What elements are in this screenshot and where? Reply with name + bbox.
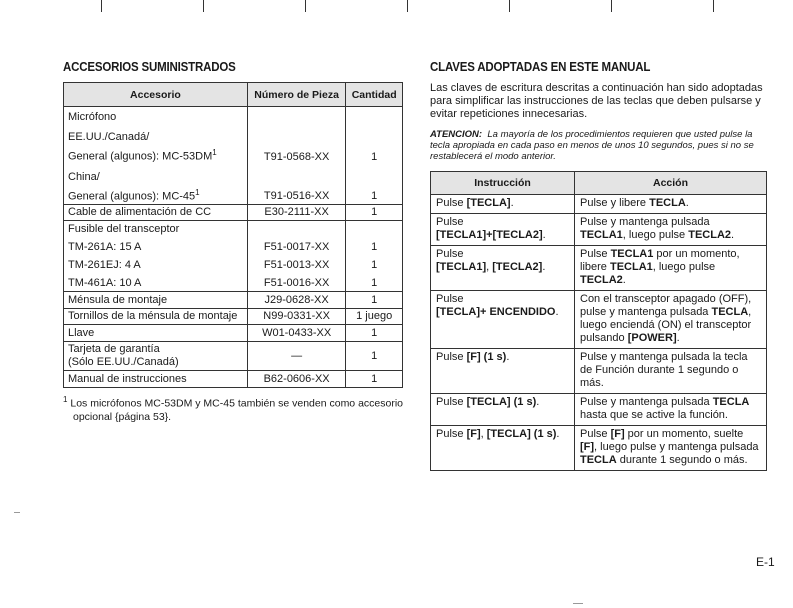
quantity: 1: [346, 342, 403, 371]
col-header-instruction: Instrucción: [431, 172, 575, 195]
action-cell: Pulse y mantenga pulsada TECLA1, luego pulse TECLA2.: [575, 214, 767, 246]
col-header-action: Acción: [575, 172, 767, 195]
action-cell: Pulse TECLA1 por un momento, libere TECLA1, luego pulse TECLA2.: [575, 246, 767, 291]
part-number: T91-0516-XX: [247, 165, 345, 205]
instruction-cell: Pulse [TECLA1]+[TECLA2].: [431, 214, 575, 246]
intro-paragraph: Las claves de escritura descritas a continuación han sido adoptadas para simplificar las instrucciones de las teclas que deben pulsarse y evitar repeticiones innecesarias.: [430, 82, 763, 120]
item-name: Tornillos de la ménsula de montaje: [64, 309, 248, 325]
item-name: Manual de instrucciones: [64, 371, 248, 388]
item-name: Ménsula de montaje: [64, 292, 248, 309]
part-number: —: [247, 342, 345, 371]
action-cell: Pulse y mantenga pulsada la tecla de Función durante 1 segundo o más.: [575, 349, 767, 394]
table-row: [64, 237, 403, 255]
instruction-cell: Pulse [F], [TECLA] (1 s).: [431, 426, 575, 471]
table-row: [64, 205, 403, 221]
quantity: 1: [346, 371, 403, 388]
page-number: E-1: [756, 555, 775, 569]
quantity: 1: [346, 125, 403, 165]
instruction-cell: Pulse [F] (1 s).: [431, 349, 575, 394]
quantity: 1: [346, 255, 403, 273]
conventions-table: [430, 171, 767, 471]
quantity: 1: [346, 237, 403, 255]
part-number: F51-0013-XX: [247, 255, 345, 273]
quantity: 1: [346, 325, 403, 342]
table-row: [64, 292, 403, 309]
crop-mark: [407, 0, 408, 12]
conventions-section: [430, 60, 770, 471]
accessories-title: ACCESORIOS SUMINISTRADOS: [63, 60, 236, 74]
table-row: [64, 107, 403, 126]
table-row: [431, 426, 767, 471]
table-row: [431, 394, 767, 426]
scan-mark: [14, 512, 20, 513]
item-name: Micrófono: [64, 107, 248, 126]
table-row: [431, 195, 767, 214]
item-name: TM-261EJ: 4 A: [64, 255, 248, 273]
quantity: 1: [346, 165, 403, 205]
item-name: Fusible del transceptor: [64, 221, 248, 238]
instruction-cell: Pulse [TECLA1], [TECLA2].: [431, 246, 575, 291]
crop-mark: [101, 0, 102, 12]
quantity: 1: [346, 292, 403, 309]
table-row: [431, 214, 767, 246]
item-name: TM-261A: 15 A: [64, 237, 248, 255]
scan-mark: [573, 603, 583, 604]
table-row: [64, 273, 403, 292]
quantity: 1: [346, 205, 403, 221]
table-row: [64, 221, 403, 238]
part-number: W01-0433-XX: [247, 325, 345, 342]
table-row: [431, 349, 767, 394]
action-cell: Pulse y libere TECLA.: [575, 195, 767, 214]
table-row: [64, 309, 403, 325]
table-row: [64, 342, 403, 371]
footnote: $^1$ Los micrófonos MC-53DM y MC-45 también se venden como accesorio opcional {página 53}.: [63, 395, 404, 423]
table-row: [431, 291, 767, 349]
attention-note: ATENCION: La mayoría de los procedimientos requieren que usted pulse la tecla apropiada en cada paso en menos de unos 10 segundos, pues si no se restablecerá el modo anterior.: [430, 129, 754, 162]
crop-mark: [203, 0, 204, 12]
instruction-cell: Pulse [TECLA].: [431, 195, 575, 214]
item-name: EE.UU./Canadá/ General (algunos): $MC-53DM^1$: [64, 125, 248, 165]
quantity: 1: [346, 273, 403, 292]
part-number: T91-0568-XX: [247, 125, 345, 165]
table-row: [64, 125, 403, 165]
table-header-row: [431, 172, 767, 195]
action-cell: Pulse [F] por un momento, suelte [F], luego pulse y mantenga pulsada TECLA durante 1 segundo o más.: [575, 426, 767, 471]
item-name: Tarjeta de garantía (Sólo EE.UU./Canadá): [64, 342, 248, 371]
part-number: J29-0628-XX: [247, 292, 345, 309]
item-name: China/ General (algunos): $MC-45^1$: [64, 165, 248, 205]
action-cell: Con el transceptor apagado (OFF), pulse y mantenga pulsada TECLA, luego enciendá (ON) el transceptor pulsando [POWER].: [575, 291, 767, 349]
action-cell: Pulse y mantenga pulsada TECLA hasta que se active la función.: [575, 394, 767, 426]
table-row: [64, 165, 403, 205]
part-number: F51-0016-XX: [247, 273, 345, 292]
item-name: TM-461A: 10 A: [64, 273, 248, 292]
crop-mark: [305, 0, 306, 12]
part-number: F51-0017-XX: [247, 237, 345, 255]
crop-mark: [713, 0, 714, 12]
accessories-table: [63, 82, 403, 388]
instruction-cell: Pulse [TECLA]+ ENCENDIDO.: [431, 291, 575, 349]
table-header-row: [64, 83, 403, 107]
item-name: Cable de alimentación de CC: [64, 205, 248, 221]
conventions-title: CLAVES ADOPTADAS EN ESTE MANUAL: [430, 60, 651, 74]
col-header-qty: Cantidad: [346, 83, 403, 107]
col-header-accessory: Accesorio: [64, 83, 248, 107]
table-row: [64, 325, 403, 342]
quantity: 1 juego: [346, 309, 403, 325]
part-number: B62-0606-XX: [247, 371, 345, 388]
accessories-section: [63, 60, 408, 424]
part-number: E30-2111-XX: [247, 205, 345, 221]
crop-mark: [611, 0, 612, 12]
table-row: [431, 246, 767, 291]
col-header-part: Número de Pieza: [247, 83, 345, 107]
table-row: [64, 255, 403, 273]
item-name: Llave: [64, 325, 248, 342]
table-row: [64, 371, 403, 388]
part-number: N99-0331-XX: [247, 309, 345, 325]
instruction-cell: Pulse [TECLA] (1 s).: [431, 394, 575, 426]
crop-mark: [509, 0, 510, 12]
